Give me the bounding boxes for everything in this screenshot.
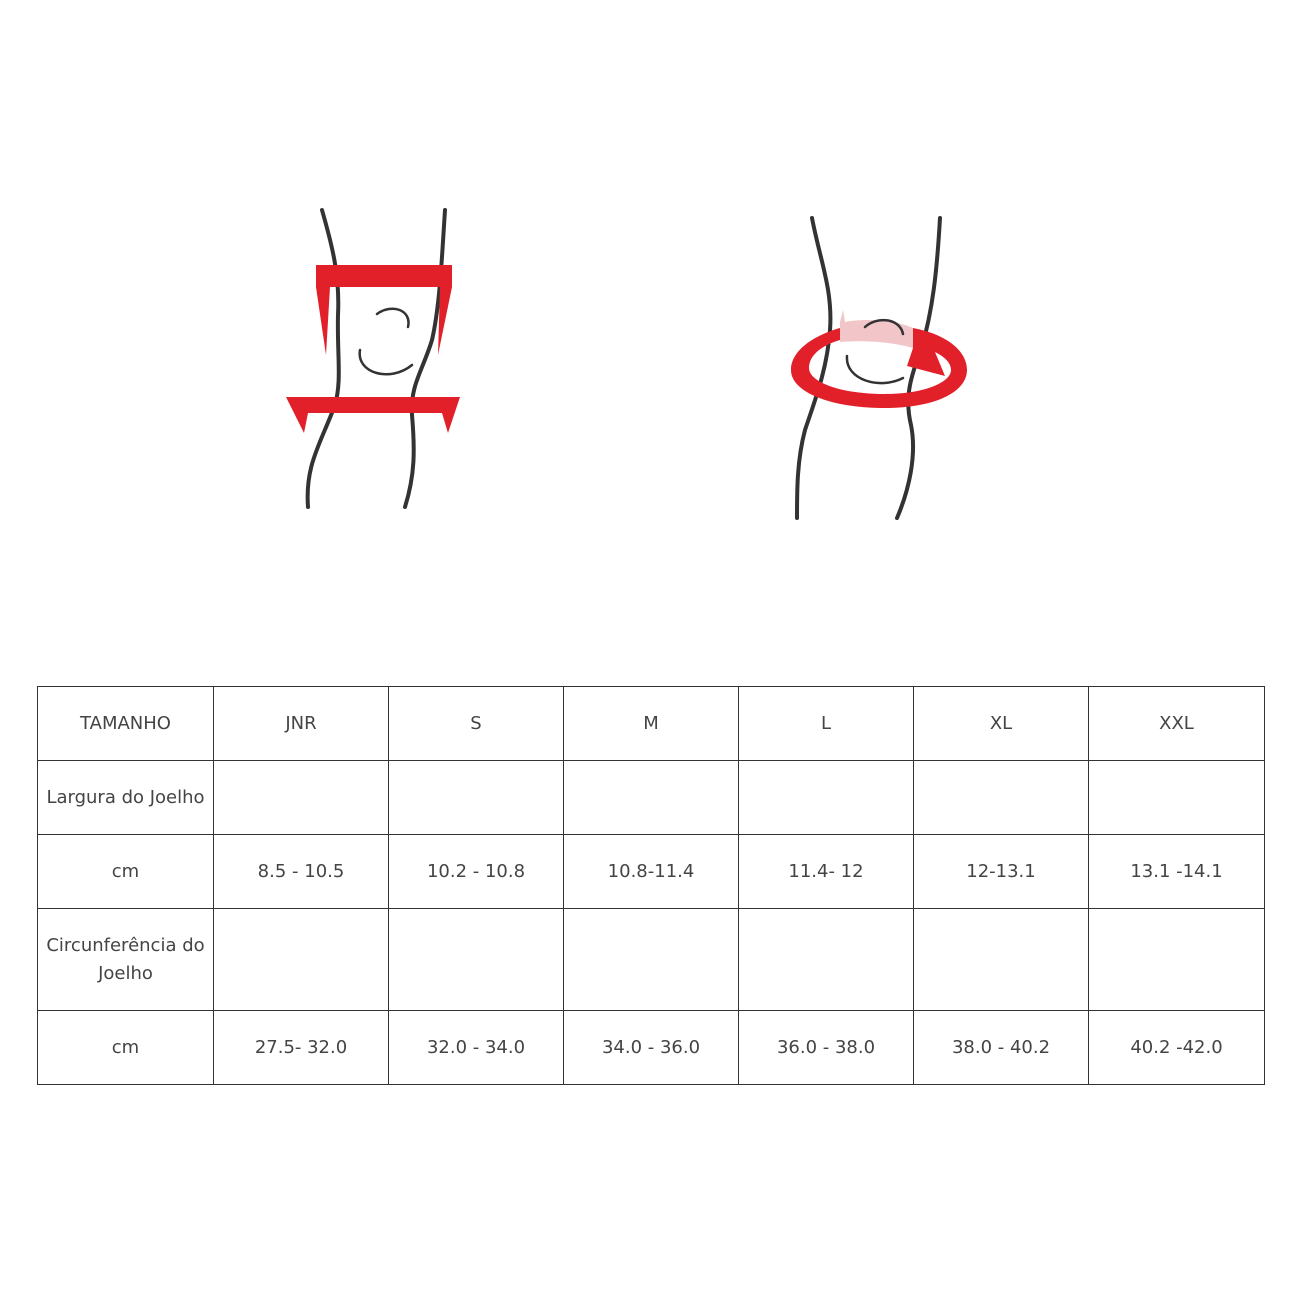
table-cell — [564, 909, 739, 1011]
header-cell-jnr: JNR — [214, 687, 389, 761]
table-cell — [214, 761, 389, 835]
kneecap-top-curve — [377, 309, 409, 327]
kneecap-bottom-curve — [360, 350, 412, 374]
table-cell — [1089, 761, 1265, 835]
table-cell: 10.8-11.4 — [564, 835, 739, 909]
table-row-knee-circumference-cm — [38, 1011, 1265, 1085]
table-cell — [914, 909, 1089, 1011]
kneecap-bottom-curve — [847, 356, 903, 383]
table-cell: 10.2 - 10.8 — [389, 835, 564, 909]
leg-outline-right — [405, 210, 445, 507]
leg-outline-left — [308, 210, 339, 507]
table-cell: 36.0 - 38.0 — [739, 1011, 914, 1085]
knee-circumference-measurement-illustration — [785, 210, 975, 525]
table-cell: 27.5- 32.0 — [214, 1011, 389, 1085]
row-label-unit-cm: cm — [38, 1011, 214, 1085]
header-cell-xxl: XXL — [1089, 687, 1265, 761]
lower-width-bracket — [286, 397, 460, 433]
table-cell — [739, 909, 914, 1011]
table-row-knee-circumference-label — [38, 909, 1265, 1011]
table-cell: 34.0 - 36.0 — [564, 1011, 739, 1085]
table-cell — [214, 909, 389, 1011]
table-header-row — [38, 687, 1265, 761]
header-cell-m: M — [564, 687, 739, 761]
header-cell-l: L — [739, 687, 914, 761]
table-cell — [389, 909, 564, 1011]
table-cell — [389, 761, 564, 835]
header-cell-s: S — [389, 687, 564, 761]
table-cell: 12-13.1 — [914, 835, 1089, 909]
table-cell — [564, 761, 739, 835]
table-cell — [1089, 909, 1265, 1011]
table-cell — [739, 761, 914, 835]
table-cell: 13.1 -14.1 — [1089, 835, 1265, 909]
row-label-unit-cm: cm — [38, 835, 214, 909]
knee-width-measurement-illustration — [280, 205, 465, 515]
table-cell: 8.5 - 10.5 — [214, 835, 389, 909]
table-row-knee-width-label — [38, 761, 1265, 835]
table-cell: 38.0 - 40.2 — [914, 1011, 1089, 1085]
size-chart-table — [37, 686, 1265, 1085]
row-label-knee-circumference: Circunferência do Joelho — [38, 909, 214, 1011]
header-cell-xl: XL — [914, 687, 1089, 761]
table-row-knee-width-cm — [38, 835, 1265, 909]
row-label-knee-width: Largura do Joelho — [38, 761, 214, 835]
table-cell — [914, 761, 1089, 835]
table-cell: 11.4- 12 — [739, 835, 914, 909]
header-cell-size-label: TAMANHO — [38, 687, 214, 761]
table-cell: 40.2 -42.0 — [1089, 1011, 1265, 1085]
table-cell: 32.0 - 34.0 — [389, 1011, 564, 1085]
